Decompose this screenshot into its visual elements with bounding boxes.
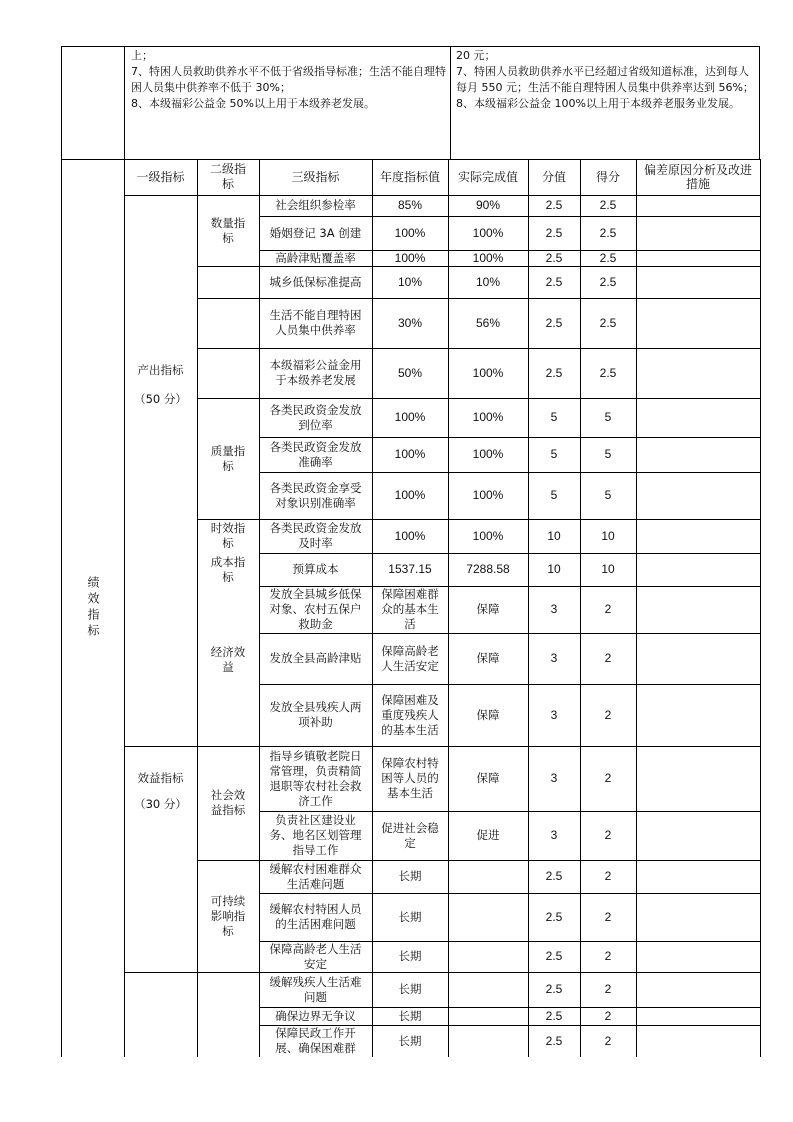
header-target: 年度指标值 xyxy=(379,169,440,184)
actual-line: 7、特困人员救助供养水平已经超过省级知道标准，达到每人每月 550 元；生活不能自理特困人员集中供养率达到 56%； xyxy=(456,65,754,94)
row-score: 10 xyxy=(601,528,615,543)
row-l3: 高龄津贴覆盖率 xyxy=(275,250,356,265)
level1-benefit xyxy=(124,755,197,825)
row-value: 2.5 xyxy=(545,949,563,963)
row-value: 10 xyxy=(547,562,561,576)
row-score: 2 xyxy=(604,651,612,665)
row-target: 长期 xyxy=(398,949,422,963)
row-score: 5 xyxy=(604,410,612,424)
row-l3: 保障民政工作开展、确保困难群 xyxy=(275,1026,356,1055)
row-target: 100% xyxy=(394,528,426,543)
row-l3: 各类民政资金发放准确率 xyxy=(269,439,362,469)
row-score: 2.5 xyxy=(599,250,617,265)
actual-line: 8、本级福彩公益金 100%以上用于本级养老服务业发展。 xyxy=(456,97,740,110)
row-actual xyxy=(448,893,528,941)
row-l3: 发放全县城乡低保对象、农村五保户救助金 xyxy=(269,587,362,631)
row-value: 5 xyxy=(550,447,558,461)
row-score: 2.5 xyxy=(599,365,617,380)
level2-cost: 成本指标 xyxy=(210,554,246,584)
row-value: 2.5 xyxy=(545,274,563,289)
row-score: 2.5 xyxy=(599,274,617,289)
row-actual: 7288.58 xyxy=(466,562,510,576)
row-target: 促进社会稳定 xyxy=(381,820,439,850)
row-value: 2.5 xyxy=(545,869,563,883)
row-value: 3 xyxy=(550,707,558,722)
row-actual: 保障 xyxy=(476,707,500,722)
row-target: 长期 xyxy=(398,1033,422,1048)
row-value: 10 xyxy=(547,528,561,543)
row-l3: 婚姻登记 3A 创建 xyxy=(269,225,362,240)
row-score: 2 xyxy=(604,949,612,963)
level1-output xyxy=(124,355,197,415)
level1-benefit-score: （30 分） xyxy=(134,796,187,811)
row-actual: 促进 xyxy=(476,828,500,842)
row-l3: 发放全县高龄津贴 xyxy=(269,651,362,665)
section-label-text: 绩效指标 xyxy=(86,576,100,640)
row-value: 2.5 xyxy=(545,1033,563,1048)
row-actual: 100% xyxy=(472,410,504,424)
row-score: 2 xyxy=(604,828,612,842)
row-score: 2 xyxy=(604,909,612,924)
row-target: 100% xyxy=(394,488,426,502)
header-level2: 二级指标 xyxy=(209,162,246,191)
row-target: 1537.15 xyxy=(388,562,432,576)
row-l3: 缓解农村困难群众生活难问题 xyxy=(269,861,362,891)
level2-sustainable: 可持续影响指标 xyxy=(210,893,246,938)
row-actual: 保障 xyxy=(476,602,500,616)
row-score: 2 xyxy=(604,1033,612,1048)
row-actual: 保障 xyxy=(476,651,500,665)
row-value: 3 xyxy=(550,651,558,665)
row-actual: 90% xyxy=(475,198,501,212)
header-score-got: 得分 xyxy=(595,169,620,184)
row-value: 2.5 xyxy=(545,982,563,996)
header-level1: 一级指标 xyxy=(136,169,185,184)
row-l3: 城乡低保标准提高 xyxy=(269,274,362,289)
row-l3: 发放全县残疾人两项补助 xyxy=(269,700,362,729)
row-actual: 100% xyxy=(472,447,504,461)
row-value: 3 xyxy=(550,828,558,842)
row-actual xyxy=(448,972,528,1007)
row-target: 长期 xyxy=(398,982,422,996)
row-target: 100% xyxy=(394,250,426,265)
level2-economic: 经济效益 xyxy=(210,645,246,674)
target-line: 7、特困人员救助供养水平不低于省级指导标准；生活不能自理特困人员集中供养率不低于 30%； xyxy=(131,65,446,94)
row-actual: 100% xyxy=(472,488,504,502)
row-actual: 保障 xyxy=(476,771,500,785)
row-l3: 各类民政资金享受对象识别准确率 xyxy=(269,480,362,510)
row-score: 2.5 xyxy=(599,198,617,212)
target-line: 上； xyxy=(131,49,153,62)
row-target: 保障高龄老人生活安定 xyxy=(381,643,439,673)
row-target: 长期 xyxy=(398,869,422,883)
row-score: 2.5 xyxy=(599,225,617,240)
row-target: 50% xyxy=(397,365,423,380)
row-score: 5 xyxy=(604,488,612,502)
level1-output-label: 产出指标 xyxy=(137,363,184,377)
row-l3: 各类民政资金发放及时率 xyxy=(269,521,362,550)
row-actual: 10% xyxy=(475,274,501,289)
row-l3: 社会组织参检率 xyxy=(275,198,356,212)
row-target: 保障困难群众的基本生活 xyxy=(381,587,439,631)
row-score: 2 xyxy=(604,982,612,996)
row-l3: 生活不能自理特困人员集中供养率 xyxy=(269,308,362,337)
level2-social: 社会效益指标 xyxy=(210,788,246,817)
row-target: 10% xyxy=(397,274,423,289)
row-target: 100% xyxy=(394,225,426,240)
row-l3: 缓解残疾人生活难问题 xyxy=(269,974,362,1004)
row-target: 长期 xyxy=(398,1008,422,1023)
row-value: 2.5 xyxy=(545,909,563,924)
row-l3: 缓解农村特困人员的生活困难问题 xyxy=(269,902,362,931)
row-actual: 100% xyxy=(472,250,504,265)
row-score: 2 xyxy=(604,869,612,883)
level2-quality: 质量指标 xyxy=(210,443,246,473)
row-l3: 保障高龄老人生活安定 xyxy=(269,941,362,971)
row-value: 5 xyxy=(550,410,558,424)
row-value: 3 xyxy=(550,602,558,616)
row-value: 2.5 xyxy=(545,225,563,240)
row-value: 3 xyxy=(550,771,558,785)
row-l3: 指导乡镇敬老院日常管理，负责精简退职等农村社会救济工作 xyxy=(269,748,362,808)
section-label-performance-indicators xyxy=(61,159,124,1057)
row-score: 2 xyxy=(604,602,612,616)
row-value: 2.5 xyxy=(545,315,563,330)
row-score: 2 xyxy=(604,1008,612,1023)
row-value: 2.5 xyxy=(545,198,563,212)
row-l3: 负责社区建设业务、地名区划管理指导工作 xyxy=(269,813,362,857)
row-target: 保障困难及重度残疾人的基本生活 xyxy=(381,692,439,737)
header-level3: 三级指标 xyxy=(291,169,340,184)
row-value: 5 xyxy=(550,488,558,502)
row-l3: 确保边界无争议 xyxy=(275,1008,356,1023)
row-score: 2.5 xyxy=(599,315,617,330)
level2-timeliness: 时效指标 xyxy=(210,521,246,550)
row-actual xyxy=(448,1025,528,1057)
header-actual: 实际完成值 xyxy=(457,169,518,184)
row-actual xyxy=(448,941,528,972)
header-score-value: 分值 xyxy=(541,169,566,184)
row-score: 5 xyxy=(604,447,612,461)
level1-output-score: （50 分） xyxy=(134,392,187,406)
row-target: 100% xyxy=(394,410,426,424)
actual-line: 20 元； xyxy=(456,49,496,62)
row-score: 2 xyxy=(604,771,612,785)
row-actual: 56% xyxy=(475,315,501,330)
row-target: 85% xyxy=(397,198,423,212)
row-value: 2.5 xyxy=(545,250,563,265)
level1-benefit-label: 效益指标 xyxy=(137,770,184,785)
target-line: 8、本级福彩公益金 50%以上用于本级养老发展。 xyxy=(131,97,375,110)
row-l3: 本级福彩公益金用于本级养老发展 xyxy=(269,358,362,387)
row-target: 100% xyxy=(394,447,426,461)
row-actual: 100% xyxy=(472,225,504,240)
row-score: 2 xyxy=(604,707,612,722)
row-l3: 各类民政资金发放到位率 xyxy=(269,402,362,432)
row-target: 保障农村特困等人员的基本生活 xyxy=(381,756,439,800)
row-actual xyxy=(448,860,528,893)
row-target: 长期 xyxy=(398,909,422,924)
row-value: 2.5 xyxy=(545,365,563,380)
level2-quantity: 数量指标 xyxy=(210,215,246,245)
row-actual xyxy=(448,1007,528,1025)
row-score: 10 xyxy=(601,562,615,576)
row-actual: 100% xyxy=(472,528,504,543)
row-l3: 预算成本 xyxy=(292,562,339,576)
row-target: 30% xyxy=(397,315,423,330)
row-actual: 100% xyxy=(472,365,504,380)
row-value: 2.5 xyxy=(545,1008,563,1023)
header-deviation: 偏差原因分析及改进措施 xyxy=(643,163,752,191)
